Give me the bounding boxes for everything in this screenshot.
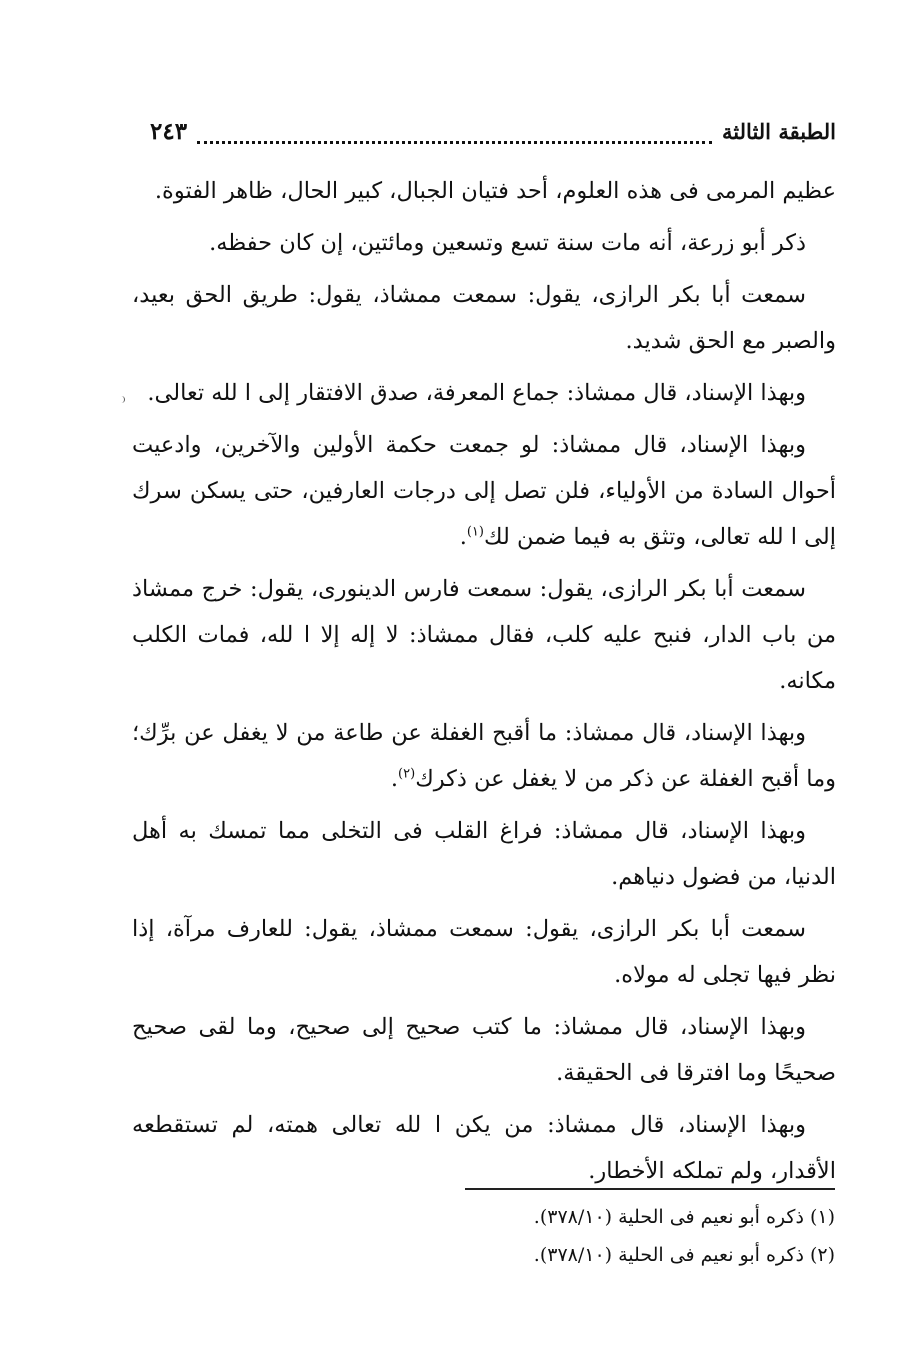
paragraph: سمعت أبا بكر الرازى، يقول: سمعت ممشاذ، يقول: للعارف مرآة، إذا نظر فيها تجلى له مولاه. xyxy=(132,916,836,988)
paragraph: وبهذا الإسناد، قال ممشاذ: لو جمعت حكمة الأولين والآخرين، وادعيت أحوال السادة من الأولياء، فلن تصل إلى درجات العارفين، حتى يسكن سرك إلى ا لله تعالى، وتثق به فيما ضمن لك$^{(١)}$. xyxy=(132,432,836,550)
margin-mark xyxy=(120,396,125,403)
paragraph: عظيم المرمى فى هذه العلوم، أحد فتيان الجبال، كبير الحال، ظاهر الفتوة. xyxy=(154,178,836,204)
footnote-separator xyxy=(465,1188,835,1190)
page-number: ٢٤٣ xyxy=(150,118,188,145)
chapter-title: الطبقة الثالثة xyxy=(722,119,836,144)
footnotes xyxy=(335,1198,835,1274)
paragraph: وبهذا الإسناد، قال ممشاذ: جماع المعرفة، صدق الافتقار إلى ا لله تعالى. xyxy=(147,380,806,406)
footnote-2: (٢) ذكره أبو نعيم فى الحلية (٣٧٨/١٠). xyxy=(533,1244,835,1266)
footnote-marker[interactable]: (٢) xyxy=(398,766,416,782)
paragraph: وبهذا الإسناد، قال ممشاذ: ما كتب صحيح إلى صحيح، وما لقى صحيح صحيحًا وما افترقا فى الحقيقة. xyxy=(132,1014,836,1086)
footnote-1: (١) ذكره أبو نعيم فى الحلية (٣٧٨/١٠). xyxy=(533,1206,835,1228)
paragraph: ذكر أبو زرعة، أنه مات سنة تسع وتسعين ومائتين، إن كان حفظه. xyxy=(209,230,806,256)
paragraph: سمعت أبا بكر الرازى، يقول: سمعت ممشاذ، يقول: طريق الحق بعيد، والصبر مع الحق شديد. xyxy=(132,282,836,354)
paragraph: سمعت أبا بكر الرازى، يقول: سمعت فارس الدينورى، يقول: خرج ممشاذ من باب الدار، فنبح عليه كلب، فقال ممشاذ: لا إله إلا ا لله، فمات الكلب مكانه. xyxy=(132,576,836,694)
paragraph: وبهذا الإسناد، قال ممشاذ: من يكن ا لله تعالى همته، لم تستقطعه الأقدار، ولم تملكه الأخطار. xyxy=(132,1112,836,1184)
running-header xyxy=(150,118,836,158)
paragraph: وبهذا الإسناد، قال ممشاذ: ما أقبح الغفلة عن طاعة من لا يغفل عن برِّك؛ وما أقبح الغفلة عن ذكر من لا يغفل عن ذكرك$^{(٢)}$. xyxy=(132,720,836,792)
header-leader-dots xyxy=(197,141,712,144)
footnote-marker[interactable]: (١) xyxy=(466,524,484,540)
paragraph: وبهذا الإسناد، قال ممشاذ: فراغ القلب فى التخلى مما تمسك به أهل الدنيا، من فضول دنياهم. xyxy=(132,818,836,890)
main-text xyxy=(132,168,836,1200)
